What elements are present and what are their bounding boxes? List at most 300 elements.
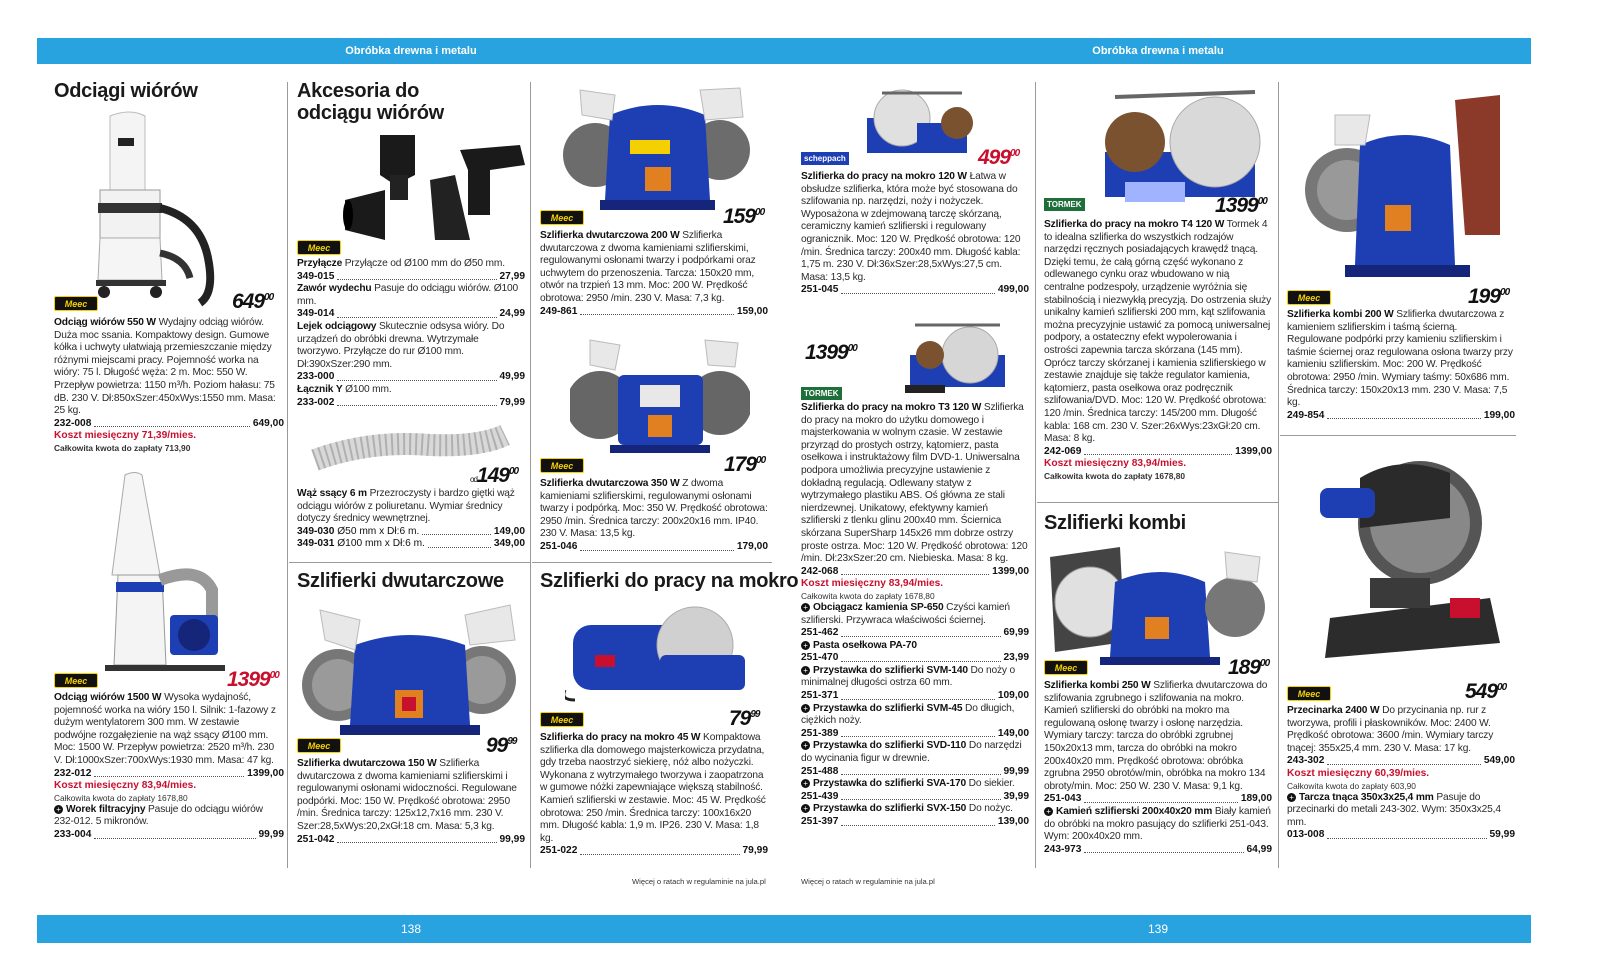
accessory-code: 233-002 bbox=[297, 396, 335, 408]
dot-leader bbox=[1327, 829, 1486, 839]
section-divider bbox=[289, 562, 530, 563]
dot-leader bbox=[94, 768, 244, 778]
price-tag-combi-grinder-250 bbox=[1228, 656, 1269, 680]
variant-code: 349-031 bbox=[297, 538, 335, 550]
meec-logo: Meec bbox=[540, 712, 584, 727]
product-code-row bbox=[801, 284, 1029, 297]
variant-price-value: 349,00 bbox=[493, 538, 525, 550]
price-int: 1399 bbox=[227, 668, 270, 691]
accessory-price-value: 64,99 bbox=[1246, 843, 1272, 855]
product-name: Szlifierka do pracy na mokro T3 120 W bbox=[801, 402, 982, 413]
product-price-value: 159,00 bbox=[736, 305, 768, 317]
product-desc-text: Kompaktowa szlifierka dla domowego majsterkowicza przydatna, gdy trzeba naostrzyć siekierę, nóż albo nożyczki. Wykonana z wytrzymałego tworzywa i zaopatrzona w gumowe nóżki zapewniające większą stabilność. Kamień szlifierski w zestawie. Moc: 45 W. Prędkość obrotowa: 250 /min. Średnica tarczy: 100x16x20 mm. Długość kabla: 1,9 m. IP26. 230 V. Masa: 1,8 kg. bbox=[540, 732, 766, 844]
product-wet-grinder-120 bbox=[801, 171, 1029, 297]
price-int: 499 bbox=[978, 146, 1011, 169]
price-dec: 00 bbox=[1010, 148, 1020, 159]
accessory-description bbox=[54, 804, 284, 829]
product-desc-text: Szlifierka dwutarczowa z dwoma kamieniami szlifierskimi i regulowanymi osłonami widoczności. Regulowane podpórki. Moc: 150 W. Prędkość obrotowa: 2950 /min. Średnica tarczy: 125x12,7x16 mm. 230 V. Szer:28,5xWys:20,2xGł:18 cm. Masa: 5,3 kg. bbox=[297, 758, 517, 832]
accessory-price-value: 59,99 bbox=[1489, 829, 1515, 841]
accessory-price-value: 27,99 bbox=[499, 270, 525, 282]
product-description bbox=[540, 478, 768, 541]
accessory-name: Łącznik Y bbox=[297, 383, 343, 395]
price-dec: 00 bbox=[1257, 196, 1267, 207]
accessory-price-value: 49,99 bbox=[499, 371, 525, 383]
scheppach-logo: scheppach bbox=[801, 152, 849, 165]
plus-icon: + bbox=[801, 804, 810, 813]
plus-icon: + bbox=[801, 641, 810, 650]
meec-logo: Meec bbox=[540, 210, 584, 225]
dot-leader bbox=[841, 284, 994, 294]
wet-grinder-t4-image bbox=[1085, 82, 1270, 212]
plus-icon: + bbox=[1287, 793, 1296, 802]
installment-note-right: Więcej o ratach w regulaminie na jula.pl bbox=[801, 877, 935, 886]
accessory-description bbox=[1287, 792, 1515, 830]
price-int: 179 bbox=[724, 453, 757, 476]
product-code: 242-068 bbox=[801, 565, 839, 577]
accessory-description bbox=[801, 640, 1029, 653]
price-tag-suction-hose bbox=[470, 464, 518, 488]
combi-grinder-200-image bbox=[1305, 85, 1505, 295]
accessory-code-row bbox=[297, 271, 525, 284]
accessory-code: 251-470 bbox=[801, 652, 839, 664]
product-name: Szlifierka do pracy na mokro T4 120 W bbox=[1044, 219, 1225, 230]
meec-logo: Meec bbox=[1287, 686, 1331, 701]
dot-leader bbox=[428, 538, 491, 548]
price-int: 79 bbox=[729, 707, 751, 730]
meec-logo: Meec bbox=[54, 673, 98, 688]
product-price-value: 549,00 bbox=[1483, 755, 1515, 767]
product-desc-text: Łatwa w obsłudze szlifierka, która może być stosowana do szlifowania np. narzędzi, noży i nożyczek. Wyposażona w zdejmowaną tarczę skórzaną, ceramiczny kamień szlifierski i regulowany ogranicznik. Moc: 120 W. Prędkość obrotowa: 120 /min. Średnica tarczy: 200x40 mm. Długość kabla: 1,75 m. 230 V. Dł:36xSzer:28,5xWys:27,5 cm. Masa: 13,5 kg. bbox=[801, 171, 1021, 283]
product-description bbox=[54, 317, 284, 418]
price-int: 149 bbox=[476, 464, 509, 487]
dot-leader bbox=[337, 308, 496, 318]
monthly-cost: Koszt miesięczny 60,39/mies. bbox=[1287, 767, 1430, 779]
price-tag-bench-grinder-200 bbox=[723, 205, 764, 229]
dot-leader bbox=[841, 627, 1000, 637]
accessory-code: 251-389 bbox=[801, 727, 839, 739]
product-wet-grinder-t3 bbox=[801, 402, 1029, 829]
dot-leader bbox=[841, 791, 1000, 801]
product-code-row bbox=[1044, 793, 1272, 806]
total-amount: Całkowita kwota do zapłaty 1678,80 bbox=[1044, 470, 1186, 481]
accessory-code: 349-014 bbox=[297, 308, 335, 320]
price-dec: 00 bbox=[264, 292, 274, 303]
accessory-description bbox=[297, 384, 525, 397]
section-title-combi-grinders: Szlifierki kombi bbox=[1044, 512, 1186, 534]
accessory-code: 349-015 bbox=[297, 270, 335, 282]
monthly-cost: Koszt miesięczny 83,94/mies. bbox=[1044, 458, 1187, 470]
dot-leader bbox=[841, 728, 994, 738]
product-desc-text: Szlifierka do pracy na mokro do użytku domowego i majsterkowania w wolnym czasie. W zestawie przyrząd do prostych ostrzy, kątomierz, pasta osełkowa i instruktażowy film DVD-1. Uniwersalna podpora umożliwia precyzyjne ustawienie z dokładną regulacją. Odlewany statyw z wytrzymałego plastiku ABS. Oś główna ze stali nierdzewnej. Unikatowy, efektywny kamień szlifierski z tlenku glinu 200x40 mm. Ściernica skórzana SuperSharp 145x26 mm dobrze ostrzy proste ostrza. Moc: 120 W. Prędkość obrotowa: 120 /min. Dł:23xSzer:20 cm. Niebieska. Masa: 8 kg. bbox=[801, 402, 1028, 565]
price-tag-dust-extractor-1500 bbox=[227, 668, 279, 692]
dot-leader bbox=[94, 418, 249, 428]
product-name: Szlifierka dwutarczowa 200 W bbox=[540, 230, 680, 241]
dot-leader bbox=[841, 652, 1000, 662]
accessory-description bbox=[297, 258, 525, 271]
accessory-description bbox=[297, 283, 525, 308]
product-desc-text: Z dwoma kamieniami szlifierskimi, regulowanymi osłonami twarzy i podpórką. Moc: 350 W. Prędkość obrotowa: 2950 /min. Średnica tarczy: 200x20x16 mm. IP40. 230 V. Masa: 13,5 kg. bbox=[540, 478, 768, 540]
accessory-desc-text: Pasuje do przecinarki do metali 243-302. Wym: 350x3x25,4 mm. bbox=[1287, 791, 1501, 828]
dot-leader bbox=[337, 271, 496, 281]
accessory-description bbox=[801, 778, 1029, 791]
product-code: 232-012 bbox=[54, 767, 92, 779]
accessory-code: 233-004 bbox=[54, 828, 92, 840]
duct-accessories-image bbox=[340, 130, 530, 245]
dot-leader bbox=[1327, 410, 1480, 420]
dot-leader bbox=[1084, 844, 1243, 854]
accessory-price-value: 109,00 bbox=[997, 690, 1029, 702]
plus-icon: + bbox=[801, 779, 810, 788]
accessory-desc-text: Do długich, ciężkich noży. bbox=[801, 702, 1015, 727]
product-price-value: 1399,00 bbox=[247, 767, 284, 779]
accessory-price-value: 99,99 bbox=[1003, 765, 1029, 777]
accessory-name: Lejek odciągowy bbox=[297, 320, 377, 332]
product-description bbox=[1287, 309, 1515, 410]
plus-icon: + bbox=[1044, 807, 1053, 816]
product-description bbox=[1044, 219, 1272, 446]
product-price-value: 99,99 bbox=[499, 833, 525, 845]
product-code-row bbox=[1287, 410, 1515, 423]
product-price-value: 179,00 bbox=[736, 540, 768, 552]
tormek-logo: TORMEK bbox=[801, 387, 842, 400]
price-int: 649 bbox=[232, 290, 265, 313]
product-description bbox=[1044, 680, 1272, 793]
product-cut-off-saw bbox=[1287, 705, 1515, 842]
product-description bbox=[1287, 705, 1515, 755]
accessory-name: Pasta osełkowa PA-70 bbox=[813, 639, 917, 651]
price-dec: 00 bbox=[269, 670, 279, 681]
product-code: 251-046 bbox=[540, 540, 578, 552]
price-dec: 00 bbox=[756, 455, 766, 466]
product-desc-text: Tormek 4 to idealna szlifierka do wszystkich rodzajów narzędzi ręcznych posiadających krawędź tnącą. Dzięki temu, że całą górną część wykonano z odlewanego cynku oraz wbudowano w nią centralne podzespoły, urządzenie wyróżnia się stabilnością i niezwykłą precyzją. Do ostrzenia służy unikalny kamień szlifierski 200 mm, kąt szlifowania można precyzyjnie ustawić za pomocą uniwersalnej podpory, a ostateczny efekt wypolerowania i ostrości zapewnia tarcza skórzana (145 mm). Oprócz tarczy skórzanej i kamienia szlifierskiego w zestawie znajduje się także regulator kamienia, kątomierz, pasta osełkowa oraz podręcznik szlifowania/DVD. Moc: 120 W. Prędkość obrotowa: 120 /min. Średnica tarczy: 145/200 mm. Długość kabla: 168 cm. 230 V. Szer:26xWys:23xGł:20 cm. Masa: 8 kg. bbox=[1044, 219, 1272, 445]
accessory-code: 243-973 bbox=[1044, 843, 1082, 855]
column-divider bbox=[287, 82, 288, 868]
variant-price-value: 149,00 bbox=[493, 525, 525, 537]
accessory-name: Kamień szlifierski 200x40x20 mm bbox=[1056, 805, 1213, 817]
product-code: 251-042 bbox=[297, 833, 335, 845]
product-desc-text: Szlifierka dwutarczowa z dwoma kamieniami szlifierskimi, regulowanymi osłonami twarzy i podpórkami oraz uchwytem do przenoszenia. Tarcza: 150x20 mm, otwór na trzpień 13 mm. Moc: 200 W. Prędkość obrotowa: 2950 /min. 230 V. Masa: 7,3 kg. bbox=[540, 230, 756, 304]
price-from-label: od bbox=[470, 475, 477, 484]
price-int: 99 bbox=[486, 734, 508, 757]
product-description bbox=[297, 758, 525, 834]
dust-extractor-550-image bbox=[90, 108, 225, 308]
accessory-price-value: 79,99 bbox=[499, 396, 525, 408]
price-tag-bench-grinder-150 bbox=[486, 734, 516, 758]
monthly-cost: Koszt miesięczny 83,94/mies. bbox=[801, 578, 944, 590]
price-tag-wet-grinder-120 bbox=[978, 146, 1019, 170]
accessory-desc-text: Skutecznie odsysa wióry. Do urządzeń do obróbki drewna. Wytrzymałe tworzywo. Przyłącze do rur Ø100 mm. Dł:390xSzer:290 mm. bbox=[297, 320, 505, 370]
dot-leader bbox=[841, 690, 994, 700]
product-code: 251-043 bbox=[1044, 793, 1082, 805]
product-code: 249-854 bbox=[1287, 409, 1325, 421]
product-combi-grinder-200 bbox=[1287, 309, 1515, 422]
dot-leader bbox=[337, 834, 496, 844]
product-price-value: 649,00 bbox=[252, 417, 284, 429]
accessory-desc-text: Do siekier. bbox=[966, 778, 1015, 790]
product-description bbox=[540, 230, 768, 306]
product-code-row bbox=[1287, 755, 1515, 768]
product-desc-text: Szlifierka dwutarczowa do szlifowania zgrubnego i szlifowania na mokro. Kamień szlifierski do obróbki na mokro ma regulowaną osłonę twarzy i osłonę narzędzia. Wymiary tarczy: tarcza do obróbki zgrubnej 150x20x13 mm, tarcza do obróbki na mokro 200x40x20 mm. Prędkość obrotowa: obróbka zgrubna 2950 obrotów/min, obróbka na mokro 134 obroty/min. Moc: 250 W. 230 V. Masa: 9,1 kg. bbox=[1044, 680, 1268, 792]
accessory-name: Zawór wydechu bbox=[297, 283, 372, 295]
price-tag-wet-grinder-t4 bbox=[1215, 194, 1267, 218]
product-name: Odciąg wiórów 550 W bbox=[54, 317, 156, 328]
accessory-description bbox=[801, 803, 1029, 816]
product-name: Szlifierka dwutarczowa 350 W bbox=[540, 478, 680, 489]
wet-grinder-45-image bbox=[565, 600, 750, 710]
section-title-dust-extractors: Odciągi wiórów bbox=[54, 80, 198, 102]
accessory-code: 251-371 bbox=[801, 690, 839, 702]
product-name: Odciąg wiórów 1500 W bbox=[54, 692, 162, 703]
accessory-price-value: 99,99 bbox=[258, 828, 284, 840]
plus-icon: + bbox=[801, 704, 810, 713]
accessory-code-row bbox=[1287, 829, 1515, 842]
accessory-desc-text: Przyłącze od Ø100 mm do Ø50 mm. bbox=[342, 258, 505, 269]
column-divider bbox=[1035, 82, 1036, 868]
variant-code: 349-030 bbox=[297, 525, 335, 537]
section-divider bbox=[1280, 435, 1516, 436]
accessory-code: 233-000 bbox=[297, 371, 335, 383]
tormek-logo: TORMEK bbox=[1044, 198, 1085, 211]
product-description bbox=[801, 171, 1029, 284]
plus-icon: + bbox=[801, 666, 810, 675]
title-line: odciągu wiórów bbox=[297, 102, 444, 124]
dot-leader bbox=[422, 526, 491, 536]
section-title-bench-grinders: Szlifierki dwutarczowe bbox=[297, 570, 504, 592]
product-name: Szlifierka kombi 200 W bbox=[1287, 309, 1394, 320]
product-description bbox=[54, 692, 284, 768]
header-band-right: Obróbka drewna i metalu bbox=[785, 38, 1531, 64]
wet-grinder-120-image bbox=[862, 83, 977, 163]
product-name: Szlifierka kombi 250 W bbox=[1044, 680, 1151, 691]
product-price-value: 189,00 bbox=[1240, 793, 1272, 805]
product-desc-text: Wydajny odciąg wiórów. Duża moc ssania. Kompaktowy design. Gumowe kółka i uchwyty ułatwiają przemieszczanie między różnymi miejscami pracy. Pojemność worka na wióry: 75 l. Długość węża: 2 m. Moc: 550 W. Przepływ powietrza: 1150 m³/h. Poziom hałasu: 75 dB. 230 V. Dł:850xSzer:450xWys:1550 mm. Masa: 25 kg. bbox=[54, 317, 276, 417]
wet-grinder-t3-image bbox=[900, 310, 1015, 395]
accessory-code: 251-439 bbox=[801, 790, 839, 802]
accessory-list bbox=[297, 258, 525, 409]
product-bench-grinder-200 bbox=[540, 230, 768, 318]
product-description bbox=[297, 488, 525, 526]
price-dec: 00 bbox=[1500, 287, 1510, 298]
dot-leader bbox=[580, 541, 733, 551]
product-code-row bbox=[801, 566, 1029, 579]
meec-logo: Meec bbox=[1287, 290, 1331, 305]
variant-row bbox=[297, 538, 525, 551]
accessory-desc-text: Pasuje do odciągu wiórów 232-012. 5 mikronów. bbox=[54, 803, 263, 828]
accessory-description bbox=[1044, 806, 1272, 844]
price-dec: 00 bbox=[755, 207, 765, 218]
price-int: 1399 bbox=[1215, 194, 1258, 217]
accessory-code: 251-397 bbox=[801, 816, 839, 827]
price-tag-dust-extractor-550 bbox=[232, 290, 273, 314]
price-int: 199 bbox=[1468, 285, 1501, 308]
accessory-code: 251-488 bbox=[801, 765, 839, 777]
product-desc-text: Do przycinania np. rur z tworzywa, profili i płaskowników. Moc: 2400 W. Prędkość obrotowa: 3600 /min. Wymiary tarczy tnącej: 355x25,4 mm. 230 V. Masa: 17 kg. bbox=[1287, 705, 1494, 754]
price-dec: 00 bbox=[847, 343, 857, 354]
accessory-code-row bbox=[801, 791, 1029, 804]
accessory-price-value: 139,00 bbox=[997, 816, 1029, 827]
product-combi-grinder-250 bbox=[1044, 680, 1272, 856]
accessory-code-row bbox=[801, 728, 1029, 741]
product-code-row bbox=[540, 845, 768, 858]
accessory-price-value: 23,99 bbox=[1003, 652, 1029, 664]
plus-icon: + bbox=[801, 741, 810, 750]
price-int: 189 bbox=[1228, 656, 1261, 679]
accessory-name: Worek filtracyjny bbox=[66, 803, 146, 815]
accessory-name: Przystawka do szlifierki SVM-45 bbox=[813, 702, 963, 714]
dot-leader bbox=[841, 766, 1000, 776]
product-code-row bbox=[540, 541, 768, 554]
accessory-name: Przystawka do szlifierki SVD-110 bbox=[813, 740, 967, 752]
accessory-name: Przystawka do szlifierki SVX-150 bbox=[813, 803, 967, 815]
product-code: 232-008 bbox=[54, 417, 92, 429]
accessory-desc-text: Do narzędzi do wycinania figur w drewnie. bbox=[801, 740, 1022, 765]
bench-grinder-200-image bbox=[560, 85, 755, 215]
product-dust-extractor-1500 bbox=[54, 692, 284, 842]
accessory-code-row bbox=[801, 690, 1029, 703]
dot-leader bbox=[1084, 793, 1237, 803]
meec-logo: Meec bbox=[1044, 660, 1088, 675]
accessory-desc-text: Biały kamień do obróbki na mokro pasujący do szlifierki 251-043. Wym: 200x40x20 mm. bbox=[1044, 805, 1271, 843]
price-tag-cut-off-saw bbox=[1465, 680, 1506, 704]
accessory-description bbox=[801, 703, 1029, 728]
dot-leader bbox=[580, 845, 739, 855]
monthly-cost: Koszt miesięczny 71,39/mies. bbox=[54, 430, 197, 442]
section-title-accessories bbox=[297, 80, 444, 124]
variant-label: Ø50 mm x Dł:6 m. bbox=[337, 525, 420, 537]
total-amount: Całkowita kwota do zapłaty 1678,80 bbox=[54, 792, 188, 803]
accessory-description bbox=[801, 665, 1029, 690]
footer-band-right: 139 bbox=[785, 915, 1531, 943]
price-tag-wet-grinder-t3 bbox=[805, 341, 857, 365]
price-int: 1399 bbox=[805, 341, 848, 364]
bench-grinder-150-image bbox=[300, 600, 520, 750]
product-code: 249-861 bbox=[540, 305, 578, 317]
price-int: 159 bbox=[723, 205, 756, 228]
dot-leader bbox=[337, 397, 496, 407]
dot-leader bbox=[94, 829, 255, 839]
meec-logo: Meec bbox=[54, 296, 98, 311]
product-code-row bbox=[54, 418, 284, 431]
product-name: Szlifierka dwutarczowa 150 W bbox=[297, 758, 437, 769]
meec-logo: Meec bbox=[297, 738, 341, 753]
accessory-desc-text: Do nożyc. bbox=[966, 803, 1013, 815]
accessory-desc-text: Do noży o minimalnej długości ostrza 60 mm. bbox=[801, 664, 1016, 689]
accessory-description bbox=[801, 740, 1029, 765]
product-code: 251-045 bbox=[801, 284, 839, 296]
accessory-desc-text: Ø100 mm. bbox=[342, 383, 392, 395]
accessory-desc-text: Pasuje do odciągu wiórów. Ø100 mm. bbox=[297, 283, 519, 307]
title-line: Akcesoria do bbox=[297, 80, 420, 102]
plus-icon: + bbox=[54, 805, 63, 814]
product-code-row bbox=[54, 768, 284, 781]
product-desc-text: Wysoka wydajność, pojemność worka na wióry 150 l. Silnik: 1-fazowy z dużym wentylatorem 300 mm. W zestawie podwójne rozgałęzienie na wąż ssący Ø100 mm. Moc: 1500 W. Przepływ powietrza: 2520 m³/h. 230 V. Dł:1000xSzer:700xWys:1930 mm. Masa: 47 kg. bbox=[54, 692, 276, 766]
product-code: 251-022 bbox=[540, 845, 578, 857]
product-price-value: 199,00 bbox=[1483, 409, 1515, 421]
product-suction-hose bbox=[297, 488, 525, 551]
variant-label: Ø100 mm x Dł:6 m. bbox=[337, 538, 425, 550]
accessory-description bbox=[297, 321, 525, 371]
accessory-name: Przyłącze bbox=[297, 258, 343, 269]
section-divider bbox=[1037, 502, 1278, 503]
product-description bbox=[801, 402, 1029, 566]
column-divider bbox=[530, 82, 531, 868]
header-band-left: Obróbka drewna i metalu bbox=[37, 38, 785, 64]
accessory-code-row bbox=[297, 371, 525, 384]
accessory-price-value: 69,99 bbox=[1003, 627, 1029, 639]
product-dust-extractor-550 bbox=[54, 317, 284, 454]
product-bench-grinder-150 bbox=[297, 758, 525, 846]
accessory-code-row bbox=[1044, 844, 1272, 857]
bench-grinder-350-image bbox=[570, 335, 750, 460]
product-name: Przecinarka 2400 W bbox=[1287, 705, 1380, 716]
accessory-price-value: 149,00 bbox=[997, 727, 1029, 739]
meec-logo: Meec bbox=[540, 458, 584, 473]
combi-grinder-250-image bbox=[1045, 542, 1270, 672]
price-tag-combi-grinder-200 bbox=[1468, 285, 1509, 309]
accessory-name: Tarcza tnąca 350x3x25,4 mm bbox=[1299, 791, 1434, 803]
variant-row bbox=[297, 526, 525, 539]
total-amount: Całkowita kwota do zapłaty 713,90 bbox=[54, 442, 191, 453]
column-divider bbox=[1278, 82, 1279, 868]
product-code: 242-069 bbox=[1044, 445, 1082, 457]
accessory-code-row bbox=[801, 766, 1029, 779]
product-wet-grinder-t4 bbox=[1044, 219, 1272, 482]
accessory-description bbox=[801, 602, 1029, 627]
footer-band-left: 138 bbox=[37, 915, 785, 943]
dot-leader bbox=[1327, 755, 1480, 765]
cut-off-saw-image bbox=[1300, 448, 1505, 673]
section-divider bbox=[532, 562, 772, 563]
monthly-cost: Koszt miesięczny 83,94/mies. bbox=[54, 780, 197, 792]
price-dec: 00 bbox=[1260, 658, 1270, 669]
product-code-row bbox=[540, 306, 768, 319]
accessory-desc-text: Czyści kamień szlifierski. Przywraca właściwości ściernej. bbox=[801, 601, 1010, 626]
dot-leader bbox=[841, 566, 989, 576]
product-price-value: 499,00 bbox=[997, 284, 1029, 296]
dot-leader bbox=[337, 371, 496, 381]
price-dec: 00 bbox=[1497, 682, 1507, 693]
accessory-price-value: 39,99 bbox=[1003, 790, 1029, 802]
total-amount: Całkowita kwota do zapłaty 603,90 bbox=[1287, 780, 1416, 791]
price-dec: 99 bbox=[750, 709, 760, 720]
accessory-code: 013-008 bbox=[1287, 829, 1325, 841]
accessory-code: 251-462 bbox=[801, 627, 839, 639]
product-description bbox=[540, 732, 768, 845]
product-bench-grinder-350 bbox=[540, 478, 768, 554]
product-code-row bbox=[297, 834, 525, 847]
dot-leader bbox=[580, 306, 733, 316]
product-name: Szlifierka do pracy na mokro 45 W bbox=[540, 732, 701, 743]
accessory-code-row bbox=[801, 627, 1029, 640]
product-desc-text: Przezroczysty i bardzo giętki wąż odciągu wiórów z poliuretanu. Wymiar średnicy dotyczy średnicy wewnętrznej. bbox=[297, 488, 515, 525]
product-price-value: 1399,00 bbox=[992, 565, 1029, 577]
dust-extractor-1500-image bbox=[100, 470, 230, 680]
accessory-price-value: 24,99 bbox=[499, 308, 525, 320]
product-desc-text: Szlifierka dwutarczowa z kamieniem szlifierskim i taśmą ścierną. Regulowane podpórki przy kamieniu szlifierskim i taśmie ściernej oraz regulowana osłona twarzy przy kamieniu szlifierskim. Moc: 200 W. Prędkość obrotowa: 2950 /min. Wymiary taśmy: 50x686 mm. Średnica tarczy: 150x20x13 mm. 230 V. Masa: 7,5 kg. bbox=[1287, 309, 1513, 409]
price-dec: 99 bbox=[507, 736, 517, 747]
section-title-wet-grinders: Szlifierki do pracy na mokro bbox=[540, 570, 799, 592]
installment-note-left: Więcej o ratach w regulaminie na jula.pl bbox=[632, 877, 766, 886]
product-code: 243-302 bbox=[1287, 755, 1325, 767]
dot-leader bbox=[1084, 446, 1232, 456]
price-tag-bench-grinder-350 bbox=[724, 453, 765, 477]
dot-leader bbox=[841, 816, 994, 826]
accessory-list bbox=[801, 602, 1029, 829]
product-code-row bbox=[1044, 446, 1272, 459]
price-int: 549 bbox=[1465, 680, 1498, 703]
accessory-code-row bbox=[297, 397, 525, 410]
product-name: Wąż ssący 6 m bbox=[297, 488, 367, 499]
